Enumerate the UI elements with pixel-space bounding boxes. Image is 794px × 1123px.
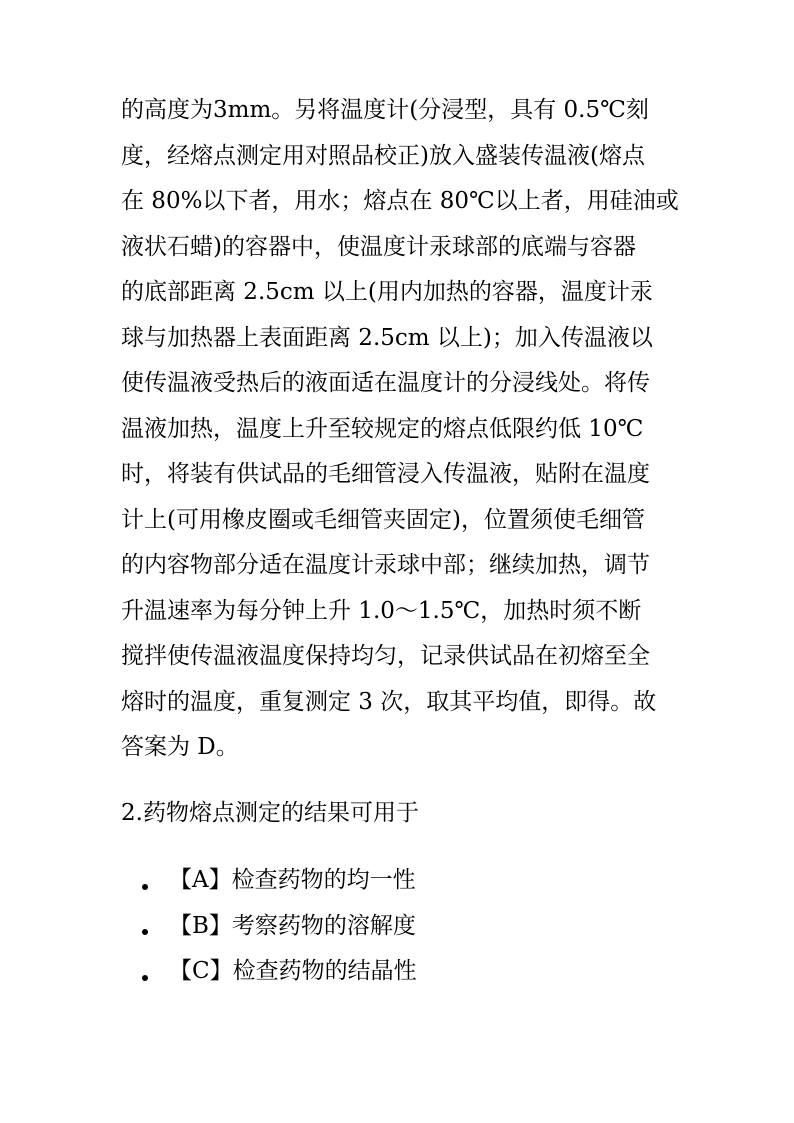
explanation-line: 升温速率为每分钟上升 1.0～1.5℃，加热时须不断 — [121, 597, 642, 624]
explanation-line: 度，经熔点测定用对照品校正)放入盛装传温液(熔点 — [121, 142, 645, 169]
explanation-line: 搅拌使传温液温度保持均匀，记录供试品在初熔至全 — [121, 643, 650, 669]
answer-options-list — [142, 858, 417, 995]
explanation-line: 时，将装有供试品的毛细管浸入传温液，贴附在温度 — [121, 461, 650, 487]
explanation-line: 液状石蜡)的容器中，使温度计汞球部的底端与容器 — [121, 233, 636, 260]
option-c-label: 【C】检查药物的结晶性 — [169, 958, 417, 984]
explanation-line: 温液加热，温度上升至较规定的熔点低限约低 10℃ — [121, 415, 644, 442]
option-b-label: 【B】考察药物的溶解度 — [169, 912, 416, 939]
bullet-icon — [142, 975, 148, 981]
explanation-line: 熔时的温度，重复测定 3 次，取其平均值，即得。故 — [121, 688, 657, 715]
explanation-line: 的高度为3mm。另将温度计(分浸型，具有 0.5℃刻 — [121, 97, 649, 123]
explanation-line: 使传温液受热后的液面适在温度计的分浸线处。将传 — [121, 370, 650, 396]
option-c[interactable] — [142, 949, 417, 995]
option-a-label: 【A】检查药物的均一性 — [169, 867, 416, 893]
explanation-line: 的内容物部分适在温度计汞球中部；继续加热，调节 — [121, 552, 650, 578]
option-b[interactable] — [142, 904, 417, 950]
answer-explanation — [121, 88, 681, 771]
explanation-line: 球与加热器上表面距离 2.5cm 以上)；加入传温液以 — [121, 324, 653, 351]
explanation-line: 答案为 D。 — [121, 734, 239, 760]
bullet-icon — [142, 929, 148, 935]
explanation-line: 的底部距离 2.5cm 以上(用内加热的容器，温度计汞 — [121, 279, 653, 305]
explanation-line: 在 80%以下者，用水；熔点在 80℃以上者，用硅油或 — [121, 188, 679, 214]
question-stem: 2.药物熔点测定的结果可用于 — [121, 800, 419, 826]
bullet-icon — [142, 884, 148, 890]
option-a[interactable] — [142, 858, 417, 904]
explanation-line: 计上(可用橡皮圈或毛细管夹固定)，位置须使毛细管 — [121, 506, 645, 533]
